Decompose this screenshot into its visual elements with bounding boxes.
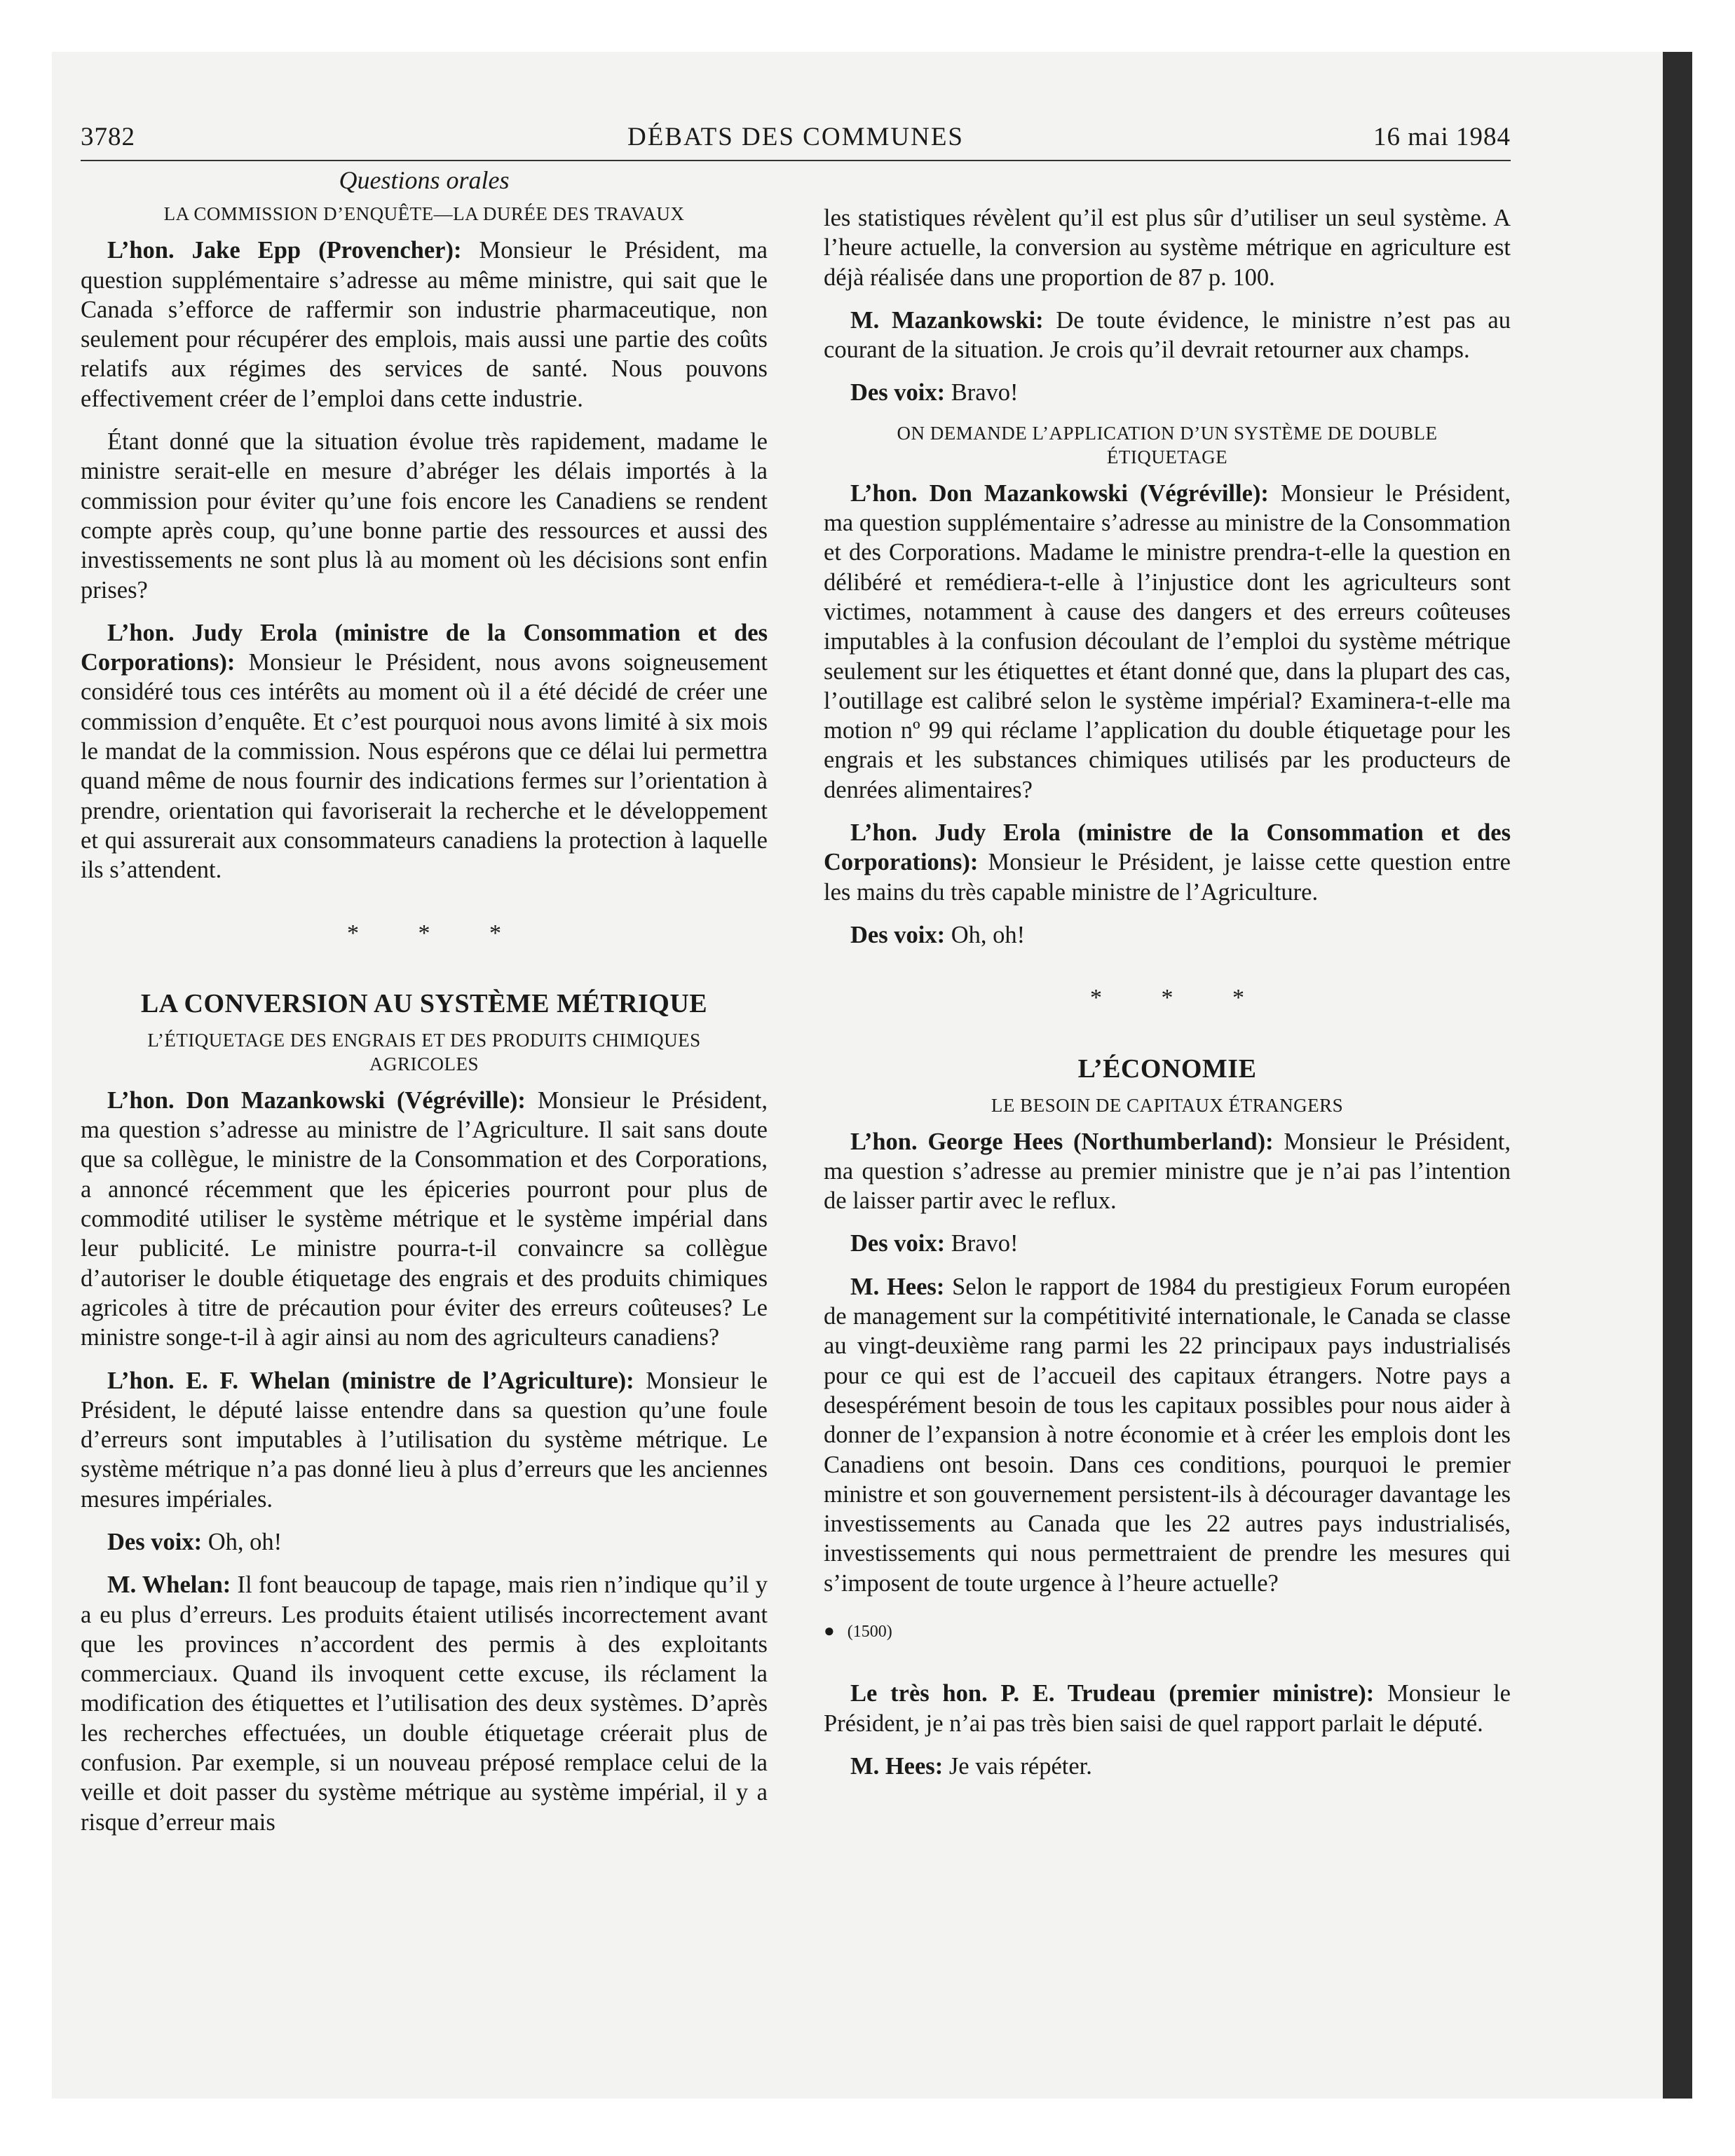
- paragraph: [81, 1527, 768, 1557]
- speaker: L’hon. E. F. Whelan (ministre de l’Agriculture):: [107, 1367, 634, 1394]
- section-heading: L’ÉCONOMIE: [1077, 1053, 1257, 1084]
- page-date: 16 mai 1984: [1373, 123, 1511, 151]
- speech-text: Monsieur le Président, ma question supplémentaire s’adresse au même ministre, qui sait que le Canada s’efforce de raffermir son industrie pharmaceutique, non seulement pour récupérer des emplois, mais aussi une partie des coûts relatifs aux régimes des services de santé. Nous pouvons effectivement créer de l’emploi dans cette industrie.: [81, 237, 768, 412]
- subheading: LA COMMISSION D’ENQUÊTE—LA DURÉE DES TRAVAUX: [163, 203, 685, 225]
- speaker: Des voix:: [107, 1528, 203, 1555]
- page-header: [81, 118, 1511, 161]
- speech-text: Monsieur le Président, ma question s’adresse au premier ministre que je n’ai pas l’intention de laisser partir avec le reflux.: [824, 1128, 1511, 1215]
- time-stamp: (1500): [847, 1622, 892, 1641]
- bullet-icon: ●: [824, 1620, 835, 1641]
- paragraph: [824, 818, 1511, 907]
- right-column: [824, 203, 1511, 1794]
- page-edge-shadow: [1663, 52, 1692, 2099]
- paragraph: [81, 1366, 768, 1514]
- subheading: L’ÉTIQUETAGE DES ENGRAIS ET DES PRODUITS CHIMIQUES AGRICOLES: [147, 1029, 701, 1074]
- speaker: L’hon. Judy Erola (ministre de la Consommation et des Corporations):: [824, 819, 1511, 876]
- paragraph: [824, 1127, 1511, 1216]
- speech-text: Monsieur le Président, nous avons soigneusement considéré tous ces intérêts au moment où il a été décidé de créer une commission d’enquête. Et c’est pourquoi nous avons limité à six mois le mandat de la commission. Nous espérons que ce délai lui permettra quand même de nous fournir des indications fermes sur l’orientation à prendre, orientation qui favoriserait la recherche et le développement et qui assurerait aux consommateurs canadiens la protection à laquelle ils s’attendent.: [81, 649, 768, 884]
- speaker: M. Hees:: [850, 1273, 945, 1300]
- paragraph: [81, 427, 768, 605]
- speaker: L’hon. Don Mazankowski (Végréville):: [850, 479, 1269, 507]
- speech-text: Monsieur le Président, ma question s’adresse au ministre de l’Agriculture. Il sait sans doute que sa collègue, le ministre de la Consommation et des Corporations, a annoncé récemment que les épiceries pourront pour plus de commodité utiliser le système métrique et le système impérial dans leur publicité. Le ministre pourra-t-il convaincre sa collègue d’autoriser le double étiquetage des engrais et des produits chimiques agricoles à titre de précaution pour éviter des erreurs coûteuses? Le ministre songe-t-il à agir ainsi au nom des agriculteurs canadiens?: [81, 1086, 768, 1351]
- speaker: L’hon. Don Mazankowski (Végréville):: [107, 1086, 526, 1114]
- paragraph: [824, 479, 1511, 805]
- section-separator: * * *: [1090, 985, 1271, 1011]
- speaker: M. Mazankowski:: [850, 306, 1044, 334]
- speech-text: Selon le rapport de 1984 du prestigieux Forum européen de management sur la compétitivité internationale, le Canada se classe au vingt-deuxième rang parmi les 22 principaux pays industrialisés pour ce qui est de l’accueil des capitaux étrangers. Notre pays a desespérément besoin de tous les capitaux possibles pour nous aider à donner de l’expansion à notre économie et à créer les emplois dont les Canadiens ont besoin. Dans ces conditions, pourquoi le premier ministre et son gouvernement persistent-ils à décourager davantage les investissements au Canada que les 22 autres pays industrialisés, investissements qui nous permettraient de prendre les mesures qui s’imposent de toute urgence à l’heure actuelle?: [824, 1273, 1511, 1597]
- subheading: ON DEMANDE L’APPLICATION D’UN SYSTÈME DE DOUBLE ÉTIQUETAGE: [897, 422, 1438, 468]
- speech-text: Oh, oh!: [202, 1528, 283, 1555]
- paragraph: [824, 306, 1511, 365]
- speaker: M. Whelan:: [107, 1571, 231, 1599]
- speech-text: Bravo!: [945, 1230, 1019, 1257]
- time-marker: [824, 1616, 1511, 1646]
- left-column: [81, 165, 768, 1850]
- speaker: L’hon. George Hees (Northumberland):: [850, 1128, 1274, 1155]
- speaker: L’hon. Judy Erola (ministre de la Consommation et des Corporations):: [81, 619, 768, 676]
- speech-text: Monsieur le Président, ma question supplémentaire s’adresse au ministre de la Consommation et des Corporations. Madame le ministre prendra-t-elle la question en délibéré et remédiera-t-elle à l’injustice dont les agriculteurs sont victimes, notamment à cause des dangers et des erreurs coûteuses imputables à la confusion découlant de l’emploi du système métrique seulement sur les étiquettes et étant donné que, dans la plupart des cas, l’outillage est calibré selon le système impérial? Examinera-t-elle ma motion nº 99 qui réclame l’application du double étiquetage pour les engrais et les substances chimiques utilisés par les producteurs de denrées alimentaires?: [824, 479, 1511, 803]
- speech-text: Étant donné que la situation évolue très rapidement, madame le ministre serait-elle en mesure d’abréger les délais importés à la commission pour éviter qu’une fois encore les Canadiens se rendent compte après coup, qu’une bonne partie des ressources et aussi des investissements ne sont plus là au moment où les décisions sont enfin prises?: [81, 428, 768, 603]
- paragraph: [81, 618, 768, 885]
- speaker: L’hon. Jake Epp (Provencher):: [107, 237, 462, 264]
- speech-text: Il font beaucoup de tapage, mais rien n’indique qu’il y a eu plus d’erreurs. Les produits étaient utilisés incorrectement avant que les provinces n’accordent des permis à des exploitants commerciaux. Quand ils invoquent cette excuse, ils réclament la modification des étiquettes et l’utilisation des deux systèmes. D’après les recherches effectuées, un double étiquetage créerait plus de confusion. Par exemple, si un nouveau préposé remplace celui de la veille et doit passer du système métrique au système impérial, il y a risque d’erreur mais: [81, 1571, 768, 1836]
- speaker: M. Hees:: [850, 1752, 944, 1780]
- paragraph: [81, 236, 768, 414]
- speaker: Le très hon. P. E. Trudeau (premier ministre):: [850, 1680, 1375, 1707]
- speech-text: Monsieur le Président, le député laisse entendre dans sa question qu’une foule d’erreurs sont imputables à l’utilisation du système métrique. Le système métrique n’a pas donné lieu à plus d’erreurs que les anciennes mesures impériales.: [81, 1367, 768, 1513]
- speech-text: Bravo!: [945, 379, 1019, 407]
- speaker: Des voix:: [850, 1230, 946, 1257]
- paragraph: [824, 1752, 1511, 1781]
- section-heading: LA CONVERSION AU SYSTÈME MÉTRIQUE: [140, 988, 708, 1018]
- paragraph: [824, 1272, 1511, 1598]
- speech-text: les statistiques révèlent qu’il est plus sûr d’utiliser un seul système. A l’heure actuelle, la conversion au système métrique en agriculture est déjà réalisée dans une proportion de 87 p. 100.: [824, 205, 1511, 291]
- paragraph: [81, 1570, 768, 1837]
- paragraph: [824, 378, 1511, 407]
- speaker: Des voix:: [850, 921, 946, 948]
- speech-text: Monsieur le Président, je n’ai pas très bien saisi de quel rapport parlait le député.: [824, 1680, 1511, 1737]
- paragraph: [81, 1086, 768, 1353]
- paragraph: [824, 203, 1511, 292]
- section-kicker: Questions orales: [339, 166, 510, 194]
- section-separator: * * *: [347, 920, 528, 946]
- page-number: 3782: [81, 123, 135, 151]
- speaker: Des voix:: [850, 379, 946, 407]
- subheading: LE BESOIN DE CAPITAUX ÉTRANGERS: [991, 1094, 1344, 1116]
- speech-text: De toute évidence, le ministre n’est pas au courant de la situation. Je crois qu’il devrait retourner aux champs.: [824, 306, 1511, 364]
- speech-text: Je vais répéter.: [943, 1752, 1092, 1780]
- speech-text: Monsieur le Président, je laisse cette question entre les mains du très capable ministre de l’Agriculture.: [824, 849, 1511, 906]
- paragraph: [824, 1229, 1511, 1258]
- speech-text: Oh, oh!: [945, 921, 1026, 948]
- paragraph: [824, 920, 1511, 950]
- paragraph: [824, 1679, 1511, 1738]
- publication-title: DÉBATS DES COMMUNES: [627, 123, 964, 151]
